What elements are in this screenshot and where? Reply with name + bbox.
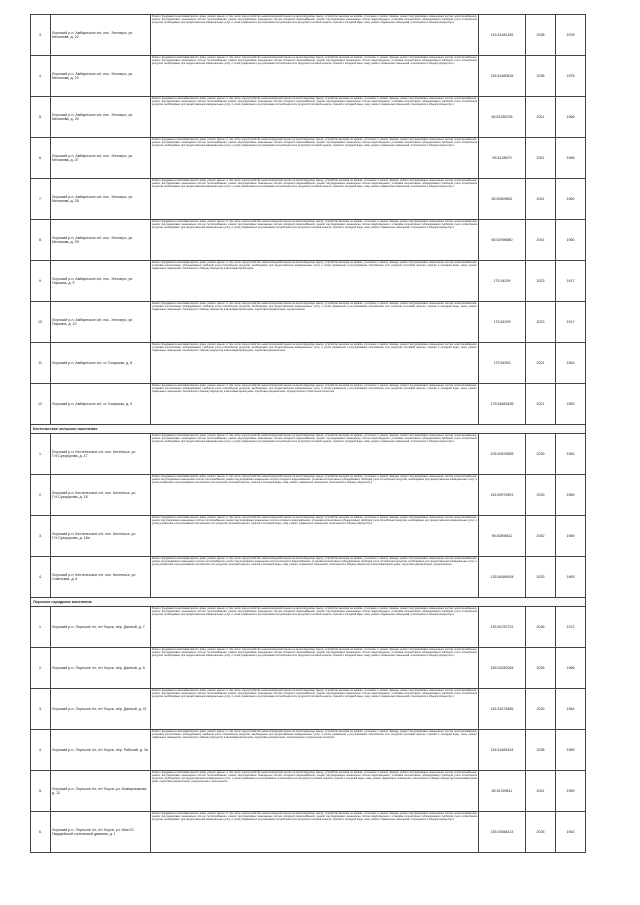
cost-value: 65.51286755 — [479, 97, 526, 138]
row-number: 12. — [31, 384, 51, 425]
cost-value: 135.54589934 — [479, 557, 526, 598]
table-row — [31, 220, 586, 261]
build-year: 1989 — [556, 475, 586, 516]
section-title: Лоухское городское поселение — [31, 598, 586, 607]
work-types: Ремонт фундамента многоквартирного дома, ремонт крыши, в том числе переустройство невентилируемой крыши на вентилируемую крышу, устройство выходов на кровлю, утепление и ремонт фасада, ремонт внутридомовых инженерных систем электроснабжения, ремонт внутридомовых инженерных систем теплоснабжения, ремонт внутридомовых инженерных систем холодного водоснабжения, ремонт внутридомовых инженерных систем водоотведения, установка коллективных (общедомовых) приборов учета потребления ресурсов, необходимых для предоставления коммунальных услуг, и узлов управления и регулирования потребления этих ресурсов (тепловой энергии, горячей и холодной воды, газа), ремонт подвальных помещений, относящихся к общему имуществу в — [151, 607, 479, 648]
build-year: 1962 — [556, 812, 586, 853]
house-address: Лоухский р-н, Лоухское г/п, пгт Лоухи, ул. Мая 23 Гвардейской стрелковой дивизии, д. 1 — [51, 812, 151, 853]
cost-value: 175.54953 — [479, 343, 526, 384]
work-types: Ремонт фундамента многоквартирного дома, ремонт крыши, в том числе переустройство невентилируемой крыши на вентилируемую крышу, устройство выходов на кровлю, утепление и ремонт фасада, ремонт внутридомовых инженерных систем электроснабжения, ремонт внутридомовых инженерных систем теплоснабжения, ремонт внутридомовых инженерных систем холодного водоснабжения, установка коллективных (общедомовых) приборов учета потребления ресурсов, необходимых для предоставления коммунальных услуг, и узлов управления и регулирования потребления этих ресурсов (тепловой энергии, горячей и холодной воды, газа), ремонт подвальных помещений, относящихся к общему имуществу в — [151, 516, 479, 557]
build-year: 1963 — [556, 384, 586, 425]
row-number: 11. — [31, 343, 51, 384]
row-number: 9. — [31, 261, 51, 302]
table-row — [31, 812, 586, 853]
table-row — [31, 557, 586, 598]
work-types: Ремонт фундамента многоквартирного дома, ремонт крыши, в том числе переустройство невентилируемой крыши на вентилируемую крышу, устройство выходов на кровлю, утепление и ремонт фасада, ремонт внутридомовых инженерных систем электроснабжения, ремонт внутридомовых инженерных систем теплоснабжения, ремонт внутридомовых инженерных систем холодного водоснабжения, ремонт внутридомовых инженерных систем водоотведения, установка коллективных (общедомовых) приборов учета потребления ресурсов, необходимых для предоставления коммунальных услуг, и узлов управления и регулирования потребления этих ресурсов (тепловой энергии, горячей и холодной воды, газа), ремонт подвальных помещений, относящихся к общему имуществу в — [151, 220, 479, 261]
row-number: 6. — [31, 812, 51, 853]
work-types: Ремонт фундамента многоквартирного дома, ремонт крыши, в том числе переустройство невентилируемой крыши на вентилируемую крышу, устройство выходов на кровлю, утепление и ремонт фасада, ремонт внутридомовых инженерных систем электроснабжения, ремонт внутридомовых инженерных систем теплоснабжения, ремонт внутридомовых инженерных систем холодного водоснабжения, ремонт внутридомовых инженерных систем водоотведения, установка коллективных (общедомовых) приборов учета потребления ресурсов, необходимых для предоставления коммунальных услуг, и узлов управления и регулирования потребления этих ресурсов (тепловой энергии, горячей и холодной воды, газа), ремонт подвальных помещений, относящихся к общему имуществу в многоквартирном доме, подготовка документации, осуществление строительного — [151, 771, 479, 812]
house-address: Лоухский р-н, Амбарнское с/п, пос. Энгозеро, ул. Пирьяна, д. 9 — [51, 261, 151, 302]
build-year: 1989 — [556, 730, 586, 771]
work-types: Ремонт фундамента многоквартирного дома, ремонт крыши, в том числе переустройство невентилируемой крыши на вентилируемую крышу, устройство выходов на кровлю, утепление и ремонт фасада, ремонт внутридомовых инженерных систем электроснабжения, установка коллективных (общедомовых) приборов учета потребления ресурсов, необходимых для предоставления коммунальных услуг, и узлов управления и регулирования потребления этих ресурсов (тепловой энергии, горячей и холодной воды, газа), ремонт подвальных помещений, относящихся к общему имуществу в многоквартирном доме, подготовка документации, осуществление строительного контроля — [151, 730, 479, 771]
house-address: Лоухский р-н, Лоухское г/п, пгт Лоухи, пер. Данный, д. 21 — [51, 689, 151, 730]
planned-year: 2021 — [526, 384, 556, 425]
cost-value: 115.51481169 — [479, 15, 526, 56]
table-row — [31, 261, 586, 302]
house-address: Лоухский р-н, Амбарнское с/п, пос. Энгозеро, ул. Механова, д. 23 — [51, 56, 151, 97]
table-body — [31, 15, 586, 853]
document-page — [30, 14, 585, 853]
build-year: 1966 — [556, 97, 586, 138]
planned-year: 2038 — [526, 730, 556, 771]
build-year: 1959 — [556, 771, 586, 812]
row-number: 4. — [31, 730, 51, 771]
row-number: 3. — [31, 689, 51, 730]
house-address: Лоухский р-н, Амбарнское с/п, пос. Энгозеро, ул. Механова, д. 26 — [51, 97, 151, 138]
planned-year: 2041 — [526, 179, 556, 220]
cost-value: 115.51674665 — [479, 689, 526, 730]
row-number: 1. — [31, 607, 51, 648]
house-address: Лоухский р-н, Амбарнское с/п, пос. Энгозеро, ул. Механова, д. 29 — [51, 220, 151, 261]
house-address: Лоухский р-н, Кестеньгское с/п, пос. Кестеньга, ул. Советская, д. 6 — [51, 557, 151, 598]
table-row — [31, 730, 586, 771]
row-number: 2. — [31, 475, 51, 516]
build-year: 1978 — [556, 15, 586, 56]
row-number: 5. — [31, 97, 51, 138]
row-number: 10. — [31, 302, 51, 343]
work-types: Ремонт фундамента многоквартирного дома, ремонт крыши, в том числе переустройство невентилируемой крыши на вентилируемую крышу, устройство выходов на кровлю, утепление и ремонт фасада, ремонт внутридомовых инженерных систем электроснабжения, установка коллективных (общедомовых) приборов учета потребления ресурсов, необходимых для предоставления коммунальных услуг, и узлов управления и регулирования потребления этих ресурсов (тепловой энергии, горячей и холодной воды, газа), ремонт подвальных помещений, относящихся к общему имуществу в многоквартирном доме, подготовка документации, осуществление — [151, 302, 479, 343]
house-address: Лоухский р-н, Кестеньгское с/п, пос. Кестеньга, ул. Г.Н.Сухорукова, д. 18а — [51, 516, 151, 557]
planned-year: 2038 — [526, 15, 556, 56]
planned-year: 2026 — [526, 812, 556, 853]
build-year: 1978 — [556, 56, 586, 97]
house-address: Лоухский р-н, Лоухское г/п, пгт Лоухи, ул. Коммунальная, д. 12 — [51, 771, 151, 812]
table-row — [31, 384, 586, 425]
cost-value: 155.53282064 — [479, 648, 526, 689]
planned-year: 2038 — [526, 56, 556, 97]
cost-value: 85.51399611 — [479, 771, 526, 812]
row-number: 5. — [31, 771, 51, 812]
build-year: 1984 — [556, 689, 586, 730]
section-header-row — [31, 425, 586, 434]
house-address: Лоухский р-н, Амбарнское с/п, пос. Энгозеро, ул. Механова, д. 28 — [51, 179, 151, 220]
work-types: Ремонт фундамента многоквартирного дома, ремонт крыши, в том числе переустройство невентилируемой крыши на вентилируемую крышу, устройство выходов на кровлю, утепление и ремонт фасада, ремонт внутридомовых инженерных систем электроснабжения, установка коллективных (общедомовых) приборов учета потребления ресурсов, необходимых для предоставления коммунальных услуг, и узлов управления и регулирования потребления этих ресурсов (тепловой энергии, горячей и холодной воды, газа), ремонт подвальных помещений, относящихся к общему имуществу в многоквартирном доме, подготовка документации, осуществление строительного контроля — [151, 384, 479, 425]
row-number: 4. — [31, 557, 51, 598]
table-row — [31, 648, 586, 689]
build-year: 1917 — [556, 261, 586, 302]
work-types: Ремонт фундамента многоквартирного дома, ремонт крыши, в том числе переустройство невентилируемой крыши на вентилируемую крышу, устройство выходов на кровлю, утепление и ремонт фасада, ремонт внутридомовых инженерных систем электроснабжения, ремонт внутридомовых инженерных систем теплоснабжения, ремонт внутридомовых инженерных систем холодного водоснабжения, ремонт внутридомовых инженерных систем водоотведения, установка коллективных (общедомовых) приборов учета потребления ресурсов, необходимых для предоставления коммунальных услуг, и узлов управления и регулирования потребления этих ресурсов (тепловой энергии, горячей и холодной воды, газа), ремонт подвальных помещений, относящихся к общему имуществу в — [151, 648, 479, 689]
work-types: Ремонт фундамента многоквартирного дома, ремонт крыши, в том числе переустройство невентилируемой крыши на вентилируемую крышу, устройство выходов на кровлю, утепление и ремонт фасада, ремонт внутридомовых инженерных систем электроснабжения, ремонт внутридомовых инженерных систем теплоснабжения, ремонт внутридомовых инженерных систем холодного водоснабжения, установка коллективных (общедомовых) приборов учета потребления ресурсов, необходимых для предоставления коммунальных услуг, и узлов управления и регулирования потребления этих ресурсов (тепловой энергии, горячей и холодной воды, газа), ремонт подвальных помещений, относящихся к общему имуществу в — [151, 475, 479, 516]
planned-year: 2041 — [526, 97, 556, 138]
work-types: Ремонт фундамента многоквартирного дома, ремонт крыши, в том числе переустройство невентилируемой крыши на вентилируемую крышу, устройство выходов на кровлю, утепление и ремонт фасада, ремонт внутридомовых инженерных систем электроснабжения, ремонт внутридомовых инженерных систем теплоснабжения, ремонт внутридомовых инженерных систем холодного водоснабжения, ремонт внутридомовых инженерных систем водоотведения, установка коллективных (общедомовых) приборов учета потребления ресурсов, необходимых для предоставления коммунальных услуг, и узлов управления и регулирования потребления этих ресурсов (тепловой энергии, горячей и холодной воды, газа), ремонт подвальных помещений, относящихся к общему имуществу в — [151, 56, 479, 97]
build-year: 1960 — [556, 179, 586, 220]
house-address: Лоухский р-н, Кестеньгское с/п, пос. Кестеньга, ул. Г.Н.Сухорукова, д. 18 — [51, 475, 151, 516]
house-address: Лоухский р-н, Лоухское г/п, пгт Лоухи, пер. Данный, д. 7 — [51, 607, 151, 648]
cost-value: 175.54683495 — [479, 384, 526, 425]
row-number: 2. — [31, 648, 51, 689]
cost-value: 175.54299 — [479, 261, 526, 302]
work-types: Ремонт фундамента многоквартирного дома, ремонт крыши, в том числе переустройство невентилируемой крыши на вентилируемую крышу, устройство выходов на кровлю, утепление и ремонт фасада, ремонт внутридомовых инженерных систем электроснабжения, установка коллективных (общедомовых) приборов учета потребления ресурсов, необходимых для предоставления коммунальных услуг, и узлов управления и регулирования потребления этих ресурсов (тепловой энергии, горячей и холодной воды, газа), ремонт подвальных помещений, относящихся к общему имуществу в многоквартирном доме, подготовка документации — [151, 343, 479, 384]
build-year: 1960 — [556, 220, 586, 261]
table-row — [31, 343, 586, 384]
table-row — [31, 607, 586, 648]
house-address: Лоухский р-н, Амбарнское с/п, пос. Энгозеро, ул. Пирьяна, д. 10 — [51, 302, 151, 343]
work-types: Ремонт фундамента многоквартирного дома, ремонт крыши, в том числе переустройство невентилируемой крыши на вентилируемую крышу, устройство выходов на кровлю, утепление и ремонт фасада, ремонт внутридомовых инженерных систем электроснабжения, ремонт внутридомовых инженерных систем теплоснабжения, ремонт внутридомовых инженерных систем холодного водоснабжения, ремонт внутридомовых инженерных систем водоотведения, установка коллективных (общедомовых) приборов учета потребления ресурсов, необходимых для предоставления коммунальных услуг, и узлов управления и регулирования потребления этих ресурсов (тепловой энергии, горячей и холодной воды, газа), ремонт подвальных помещений, относящихся к общему имуществу в — [151, 179, 479, 220]
table-row — [31, 516, 586, 557]
work-types: Ремонт фундамента многоквартирного дома, ремонт крыши, в том числе переустройство невентилируемой крыши на вентилируемую крышу, устройство выходов на кровлю, утепление и ремонт фасада, ремонт внутридомовых инженерных систем электроснабжения, ремонт внутридомовых инженерных систем теплоснабжения, ремонт внутридомовых инженерных систем холодного водоснабжения, ремонт внутридомовых инженерных систем водоотведения, установка коллективных (общедомовых) приборов учета потребления ресурсов, необходимых для предоставления коммунальных услуг, и узлов управления и регулирования потребления этих ресурсов (тепловой энергии, горячей и холодной воды, газа), ремонт подвальных помещений, относящихся к общему имуществу в — [151, 97, 479, 138]
work-types: Ремонт фундамента многоквартирного дома, ремонт крыши, в том числе переустройство невентилируемой крыши на вентилируемую крышу, устройство выходов на кровлю, утепление и ремонт фасада, ремонт внутридомовых инженерных систем электроснабжения, ремонт внутридомовых инженерных систем теплоснабжения, ремонт внутридомовых инженерных систем холодного водоснабжения, ремонт внутридомовых инженерных систем водоотведения, установка коллективных (общедомовых) приборов учета потребления ресурсов, необходимых для предоставления коммунальных услуг, и узлов управления и регулирования потребления этих ресурсов (тепловой энергии, горячей и холодной воды, газа), ремонт подвальных помещений, относящихся к общему имуществу в — [151, 434, 479, 475]
table-row — [31, 302, 586, 343]
cost-value: 135.52787231 — [479, 607, 526, 648]
cost-value: 65.5128679 — [479, 138, 526, 179]
planned-year: 2039 — [526, 434, 556, 475]
work-types: Ремонт фундамента многоквартирного дома, ремонт крыши, в том числе переустройство невентилируемой крыши на вентилируемую крышу, устройство выходов на кровлю, утепление и ремонт фасада, ремонт внутридомовых инженерных систем электроснабжения, ремонт внутридомовых инженерных систем теплоснабжения, ремонт внутридомовых инженерных систем холодного водоснабжения, ремонт внутридомовых инженерных систем водоотведения, установка коллективных (общедомовых) приборов учета потребления ресурсов, необходимых для предоставления коммунальных услуг, и узлов управления и регулирования потребления этих ресурсов (тепловой энергии, горячей и холодной воды, газа), ремонт подвальных помещений, относящихся к общему имуществу в — [151, 812, 479, 853]
table-row — [31, 97, 586, 138]
house-address: Лоухский р-н, Амбарнское с/п, пос. Энгозеро, ул. Механова, д. 22 — [51, 15, 151, 56]
table-row — [31, 689, 586, 730]
work-types: Ремонт фундамента многоквартирного дома, ремонт крыши, в том числе переустройство невентилируемой крыши на вентилируемую крышу, устройство выходов на кровлю, утепление и ремонт фасада, ремонт внутридомовых инженерных систем электроснабжения, установка коллективных (общедомовых) приборов учета потребления ресурсов, необходимых для предоставления коммунальных услуг, и узлов управления и регулирования потребления этих ресурсов (тепловой энергии, горячей и холодной воды, газа), ремонт подвальных помещений, относящихся к общему имуществу в многоквартирном доме — [151, 261, 479, 302]
row-number: 7. — [31, 179, 51, 220]
cost-value: 65.52899661 — [479, 179, 526, 220]
row-number: 4. — [31, 56, 51, 97]
table-row — [31, 434, 586, 475]
table-row — [31, 56, 586, 97]
house-address: Лоухский р-н, Лоухское г/п, пгт Лоухи, пер. Рабочий, д. 3а — [51, 730, 151, 771]
build-year: 1982 — [556, 434, 586, 475]
row-number: 8. — [31, 220, 51, 261]
cost-value: 155.53568113 — [479, 812, 526, 853]
table-row — [31, 15, 586, 56]
house-address: Лоухский р-н, Кестеньгское с/п, пос. Кестеньга, ул. Г.Н.Сухорукова, д. 17 — [51, 434, 151, 475]
cost-value: 115.50972691 — [479, 475, 526, 516]
planned-year: 2023 — [526, 302, 556, 343]
row-number: 6. — [31, 138, 51, 179]
table-row — [31, 771, 586, 812]
build-year: 1963 — [556, 557, 586, 598]
cost-value: 175.54299 — [479, 302, 526, 343]
repair-program-table — [30, 14, 586, 853]
house-address: Лоухский р-н, Амбарнское с/п, пос. Энгозеро, ул. Механова, д. 27 — [51, 138, 151, 179]
work-types: Ремонт фундамента многоквартирного дома, ремонт крыши, в том числе переустройство невентилируемой крыши на вентилируемую крышу, устройство выходов на кровлю, утепление и ремонт фасада, ремонт внутридомовых инженерных систем электроснабжения, ремонт внутридомовых инженерных систем теплоснабжения, ремонт внутридомовых инженерных систем холодного водоснабжения, ремонт внутридомовых инженерных систем водоотведения, установка коллективных (общедомовых) приборов учета потребления ресурсов, необходимых для предоставления коммунальных услуг, и узлов управления и регулирования потребления этих ресурсов (тепловой энергии, горячей и холодной воды, газа), ремонт подвальных помещений, относящихся к общему имуществу в — [151, 15, 479, 56]
planned-year: 2042 — [526, 516, 556, 557]
build-year: 1972 — [556, 607, 586, 648]
planned-year: 2041 — [526, 771, 556, 812]
planned-year: 2039 — [526, 689, 556, 730]
planned-year: 2033 — [526, 557, 556, 598]
planned-year: 2023 — [526, 261, 556, 302]
planned-year: 2041 — [526, 138, 556, 179]
cost-value: 115.51480815 — [479, 56, 526, 97]
planned-year: 2026 — [526, 648, 556, 689]
table-row — [31, 179, 586, 220]
planned-year: 2036 — [526, 607, 556, 648]
section-header-row — [31, 598, 586, 607]
house-address: Лоухский р-н, Амбарнское с/п, ст. Боярская, д. 9 — [51, 384, 151, 425]
planned-year: 2039 — [526, 475, 556, 516]
house-address: Лоухский р-н, Лоухское г/п, пгт Лоухи, пер. Данный, д. 8 — [51, 648, 151, 689]
build-year: 1917 — [556, 302, 586, 343]
planned-year: 2041 — [526, 220, 556, 261]
cost-value: 65.52998880 — [479, 220, 526, 261]
planned-year: 2021 — [526, 343, 556, 384]
cost-value: 115.51669434 — [479, 730, 526, 771]
build-year: 1989 — [556, 516, 586, 557]
build-year: 1966 — [556, 138, 586, 179]
work-types: Ремонт фундамента многоквартирного дома, ремонт крыши, в том числе переустройство невентилируемой крыши на вентилируемую крышу, устройство выходов на кровлю, утепление и ремонт фасада, ремонт внутридомовых инженерных систем электроснабжения, ремонт внутридомовых инженерных систем теплоснабжения, ремонт внутридомовых инженерных систем холодного водоснабжения, установка коллективных (общедомовых) приборов учета потребления ресурсов, необходимых для предоставления коммунальных услуг, и узлов управления и регулирования потребления этих ресурсов (тепловой энергии, горячей и холодной воды, газа), ремонт подвальных помещений, относящихся к общему имуществу в многоквартирном доме, подготовка документации, осуществление — [151, 557, 479, 598]
house-address: Лоухский р-н, Амбарнское с/п, ст. Боярская, д. 8 — [51, 343, 151, 384]
cost-value: 105.50876655 — [479, 434, 526, 475]
build-year: 1966 — [556, 648, 586, 689]
table-row — [31, 475, 586, 516]
work-types: Ремонт фундамента многоквартирного дома, ремонт крыши, в том числе переустройство невентилируемой крыши на вентилируемую крышу, устройство выходов на кровлю, утепление и ремонт фасада, ремонт внутридомовых инженерных систем электроснабжения, ремонт внутридомовых инженерных систем теплоснабжения, ремонт внутридомовых инженерных систем холодного водоснабжения, ремонт внутридомовых инженерных систем водоотведения, установка коллективных (общедомовых) приборов учета потребления ресурсов, необходимых для предоставления коммунальных услуг, и узлов управления и регулирования потребления этих ресурсов (тепловой энергии, горячей и холодной воды, газа), ремонт подвальных помещений, относящихся к общему имуществу в — [151, 138, 479, 179]
table-row — [31, 138, 586, 179]
build-year: 1963 — [556, 343, 586, 384]
section-title: Кестеньгское сельское поселение — [31, 425, 586, 434]
row-number: 3. — [31, 15, 51, 56]
work-types: Ремонт фундамента многоквартирного дома, ремонт крыши, в том числе переустройство невентилируемой крыши на вентилируемую крышу, устройство выходов на кровлю, утепление и ремонт фасада, ремонт внутридомовых инженерных систем электроснабжения, ремонт внутридомовых инженерных систем теплоснабжения, ремонт внутридомовых инженерных систем холодного водоснабжения, ремонт внутридомовых инженерных систем водоотведения, установка коллективных (общедомовых) приборов учета потребления ресурсов, необходимых для предоставления коммунальных услуг, и узлов управления и регулирования потребления этих ресурсов (тепловой энергии, горячей и холодной воды, газа), ремонт подвальных помещений, относящихся к общему имуществу в — [151, 689, 479, 730]
row-number: 1. — [31, 434, 51, 475]
row-number: 3. — [31, 516, 51, 557]
cost-value: 95.50898611 — [479, 516, 526, 557]
